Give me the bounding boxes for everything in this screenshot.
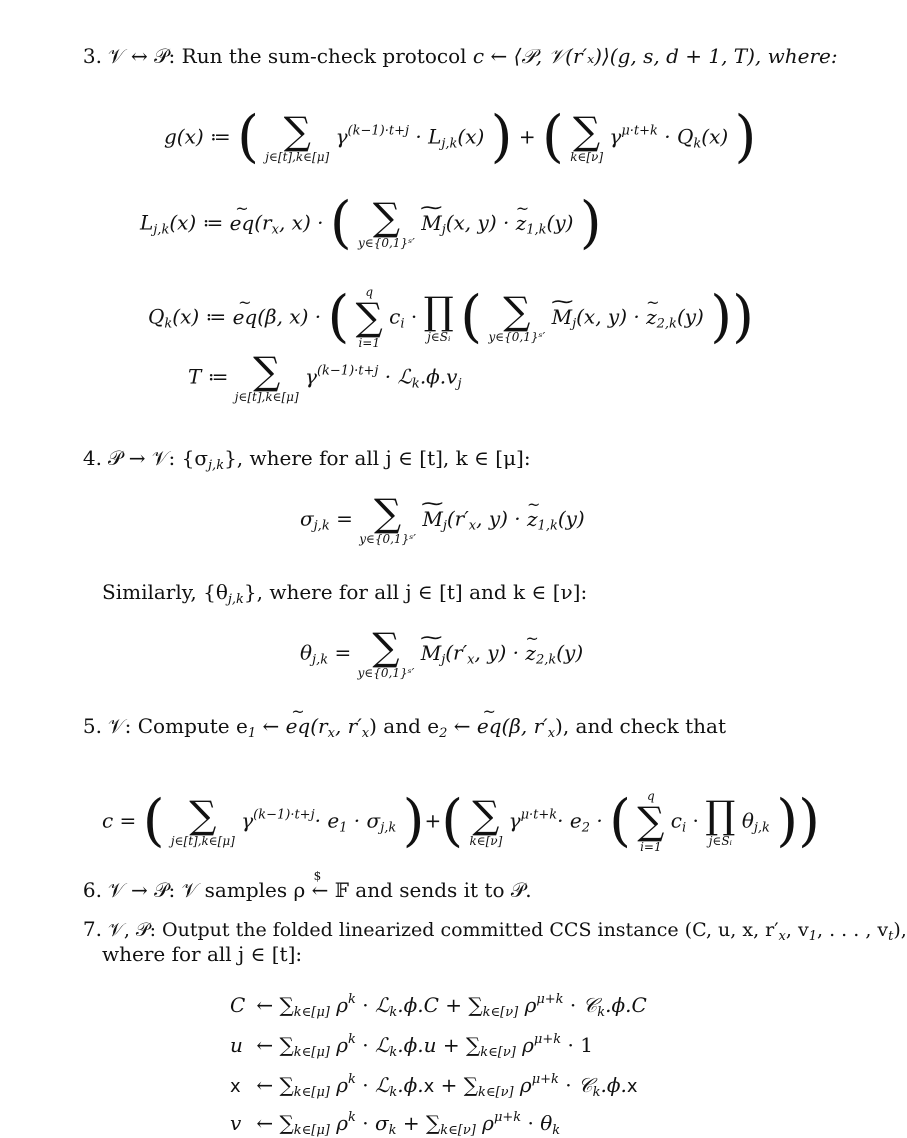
sum-operator: ∑ k∈[ν]: [570, 109, 604, 164]
term: ·: [589, 808, 603, 833]
z-args: (y): [557, 506, 585, 531]
sum-limit: k∈[μ]: [293, 1045, 330, 1060]
sum-operator: ∑: [468, 993, 483, 1017]
sum-operator: ∑ y∈{0,1}ˢ′: [358, 195, 415, 250]
sum-operator: ∑: [465, 1033, 481, 1057]
fold-field: .ϕ.C: [397, 993, 439, 1017]
sum-limit: k∈[ν]: [440, 1123, 476, 1138]
right-paren: ): [798, 788, 821, 854]
M-args: (r′: [446, 506, 469, 531]
item-7-text: , v: [785, 919, 809, 941]
and-text: ) and e: [369, 714, 440, 738]
subscript: i: [400, 316, 405, 332]
equals-sign: =: [334, 640, 352, 665]
equation-Q: [148, 286, 754, 350]
equation-g: [164, 104, 757, 170]
subscript: j,k: [753, 820, 770, 836]
gamma-exponent: (k−1)·t+j: [347, 123, 409, 139]
rho-exponent: μ+k: [533, 1032, 562, 1047]
item-6: [74, 878, 532, 902]
sigma-lhs: σ: [300, 506, 314, 531]
fold-term: ℒ: [374, 1033, 390, 1057]
fold-row: [230, 992, 647, 1018]
fold-tail-field: .ϕ.C: [605, 993, 647, 1017]
item-number: 4.: [82, 446, 102, 470]
item-7-text: 𝒱, 𝒫: Output the folded linearized committed CCS instance (C, u, x, r′: [108, 919, 779, 941]
item-4-text-tail: }, where for all j ∈ [t], k ∈ [μ]:: [224, 446, 531, 470]
equation-theta: [300, 625, 584, 680]
dot: ·: [561, 1033, 581, 1057]
item-3-intro-text-a: 𝒱 ↔ 𝒫: Run the sum-check protocol: [108, 44, 473, 68]
item-7-text: ),: [893, 919, 907, 941]
sum-limit: j∈[t],k∈[μ]: [170, 834, 235, 848]
item-number: 7.: [82, 917, 102, 941]
sum-limit: y∈{0,1}ˢ′: [358, 236, 415, 250]
subscript: i: [681, 820, 687, 836]
equation-c: [102, 790, 820, 854]
sum-limit: k∈[μ]: [293, 1005, 330, 1020]
sum-operator: ∑ y∈{0,1}ˢ′: [357, 625, 415, 680]
M-tilde: ∼ M: [552, 304, 572, 330]
subscript: 2,k: [535, 652, 557, 668]
sum-operator: ∑ k∈[ν]: [469, 793, 503, 848]
subscript: x: [547, 726, 556, 741]
subscript: j: [441, 222, 446, 238]
rho: ρ: [329, 993, 348, 1017]
Q-lhs-arg: (x) ≔: [172, 304, 227, 329]
fold-term: σ: [374, 1111, 389, 1135]
subscript: x: [467, 652, 475, 668]
dot: ·: [563, 993, 583, 1017]
sum-limit: k∈[μ]: [293, 1123, 330, 1138]
dot: ·: [355, 993, 375, 1017]
right-paren: ): [776, 788, 799, 854]
dot: ·: [521, 1111, 541, 1135]
gamma-exponent: (k−1)·t+j: [253, 807, 315, 823]
c-coeff: c: [670, 808, 682, 833]
item-5-text: 𝒱: Compute e: [108, 714, 248, 738]
z-args: (y): [546, 210, 574, 235]
item-7-text-line2: where for all j ∈ [t]:: [102, 942, 303, 966]
sum-operator: ∑: [279, 1033, 294, 1057]
item-6-text-tail: 𝔽 and sends it to 𝒫.: [328, 878, 532, 902]
subscript: j: [441, 652, 446, 668]
fold-row-lhs: v: [230, 1111, 242, 1135]
sum-operator: ∑: [279, 1073, 294, 1097]
subscript: k: [552, 1123, 561, 1138]
item-6-text: 𝒱 → 𝒫: 𝒱 samples ρ: [108, 878, 312, 902]
item-7-text: , . . . , v: [817, 919, 889, 941]
fold-row-arrow: ←: [250, 1073, 280, 1097]
z-tilde: ~ z: [527, 506, 538, 532]
subscript: 2: [581, 820, 590, 836]
left-paren: (: [460, 284, 483, 350]
subscript: j,k: [227, 592, 244, 607]
T-lhs: T ≔: [188, 364, 229, 389]
args: , r′: [334, 714, 362, 738]
fold-row: [230, 1032, 593, 1058]
subscript: x: [778, 929, 786, 944]
sum-operator: ∑: [279, 993, 294, 1017]
subscript: 2: [439, 726, 448, 741]
subscript: x: [361, 726, 370, 741]
rho-exponent: μ+k: [493, 1110, 522, 1125]
M-args-tail: , y) ·: [476, 506, 521, 531]
fold-tail-term: 𝒞: [582, 993, 598, 1017]
gamma-exponent: μ·t+k: [520, 807, 558, 823]
sum-operator: ∑: [279, 1111, 294, 1135]
rho-exponent: μ+k: [531, 1072, 559, 1087]
right-paren: ): [710, 284, 733, 350]
args: (β, r′: [501, 714, 548, 738]
similarly-text-tail: }, where for all j ∈ [t] and k ∈ [ν]:: [243, 580, 588, 604]
M-tilde: ∼ M: [421, 210, 441, 236]
random-sample-arrow: $ ←: [312, 878, 329, 902]
sum-operator: ∑ j∈[t],k∈[μ]: [170, 793, 235, 848]
eq-args-tail: , x) ·: [278, 210, 324, 235]
subscript: k: [693, 136, 702, 152]
rho: ρ: [513, 1073, 532, 1097]
rho: ρ: [329, 1111, 348, 1135]
subscript: k: [411, 376, 420, 392]
plus-sign: +: [438, 993, 469, 1017]
rho-exponent: k: [347, 992, 356, 1007]
subscript: j,k: [380, 820, 397, 836]
plus-sign: +: [396, 1111, 426, 1135]
subscript: k: [592, 1085, 601, 1100]
subscript: j,k: [312, 652, 329, 668]
g-lhs: g(x) ≔: [164, 124, 231, 149]
sum-limit: i=1: [640, 840, 662, 854]
dot: ·: [692, 808, 699, 833]
sum-limit: k∈[ν]: [469, 834, 503, 848]
arrow-text: ←: [447, 714, 477, 738]
sum-limit: k∈[ν]: [478, 1085, 514, 1100]
fold-tail-term: 1: [580, 1033, 593, 1057]
subscript: x: [468, 518, 477, 534]
fold-term: ℒ: [374, 1073, 390, 1097]
M-args: (x, y) ·: [445, 210, 510, 235]
item-3-intro: [74, 44, 838, 68]
right-paren: ): [579, 190, 602, 256]
rho-exponent: k: [347, 1110, 356, 1125]
sum-operator: ∑: [463, 1073, 479, 1097]
dot: ·: [355, 1073, 375, 1097]
rho-exponent: μ+k: [536, 992, 564, 1007]
z-tilde: ~ z: [525, 640, 536, 666]
rho-exponent: k: [347, 1072, 356, 1087]
Q-lhs: Q: [148, 304, 165, 329]
eq-function: ~ eq: [233, 304, 258, 330]
eq-args: (r: [254, 210, 272, 235]
fold-row-lhs: C: [230, 993, 246, 1017]
subscript: j,k: [208, 458, 225, 473]
subscript: 1: [808, 929, 817, 944]
item-7-intro: [74, 917, 907, 942]
term-field: .ϕ.v: [419, 364, 458, 389]
subscript: j,k: [441, 136, 458, 152]
subscript: j: [442, 518, 447, 534]
subscript: 1: [339, 820, 348, 836]
arrow-text: ←: [256, 714, 286, 738]
gamma-exponent: (k−1)·t+j: [316, 363, 379, 379]
product-limit: j∈Sᵢ: [708, 834, 732, 848]
sum-operator: q ∑ i=1: [355, 285, 383, 350]
fold-field: .ϕ.x: [397, 1073, 435, 1097]
term: · e: [557, 808, 582, 833]
equation-L: [140, 190, 602, 256]
subscript: 1,k: [526, 222, 547, 238]
sum-limit: j∈[t],k∈[μ]: [234, 390, 299, 404]
plus-sign: +: [424, 808, 442, 833]
fold-row-arrow: ←: [250, 1033, 280, 1057]
dot: ·: [558, 1073, 578, 1097]
fold-row: [230, 1072, 638, 1100]
subscript: k: [597, 1005, 606, 1020]
right-paren: ): [490, 104, 513, 170]
rho: ρ: [329, 1033, 348, 1057]
subscript: t: [888, 929, 894, 944]
fold-row-arrow: ←: [250, 1111, 280, 1135]
fold-row-arrow: ←: [250, 993, 280, 1017]
term-Q: · Q: [664, 124, 694, 149]
sum-limit: y∈{0,1}ˢ′: [488, 330, 546, 344]
subscript: 1,k: [537, 518, 558, 534]
plus-sign: +: [518, 124, 536, 149]
left-paren: (: [441, 788, 464, 854]
item-3-intro-text-b: c ← ⟨𝒫, 𝒱(r′ₓ)⟩(g, s, d + 1, T), where:: [472, 44, 838, 68]
fold-tail-term: 𝒞: [578, 1073, 593, 1097]
right-paren: ): [732, 284, 754, 350]
sum-limit: k∈[ν]: [570, 150, 604, 164]
item-4-intro: [74, 446, 531, 473]
gamma: γ: [335, 124, 348, 149]
product-limit: j∈Sᵢ: [427, 330, 451, 344]
sum-limit: y∈{0,1}ˢ′: [357, 666, 415, 680]
rho: ρ: [329, 1073, 348, 1097]
sum-operator: ∑ j∈[t],k∈[μ]: [265, 109, 330, 164]
theta-lhs: θ: [300, 640, 313, 665]
plus-sign: +: [436, 1033, 466, 1057]
left-paren: (: [609, 788, 631, 854]
subscript: 1: [247, 726, 257, 741]
subscript: j: [572, 316, 577, 332]
left-paren: (: [329, 190, 352, 256]
M-args: (r′: [445, 640, 468, 665]
rho: ρ: [475, 1111, 494, 1135]
item-number: 6.: [82, 878, 102, 902]
eq-args: (β, x) ·: [257, 304, 322, 329]
item-number: 3.: [82, 44, 102, 68]
fold-term: ℒ: [374, 993, 390, 1017]
fold-row-lhs: x: [230, 1076, 241, 1097]
z-tilde: ~ z: [646, 304, 657, 330]
sum-operator: ∑ j∈[t],k∈[μ]: [234, 349, 299, 404]
gamma: γ: [305, 364, 317, 389]
theta: θ: [741, 808, 754, 833]
equation-sigma: [300, 491, 585, 546]
fold-field-x: x: [423, 1076, 435, 1097]
fold-field: .ϕ.u: [397, 1033, 437, 1057]
fold-tail-term: θ: [540, 1111, 553, 1135]
M-tilde: ∼ M: [421, 640, 441, 666]
dot: ·: [410, 304, 418, 329]
rho-exponent: k: [347, 1032, 356, 1047]
term-arg: (x): [701, 124, 729, 149]
sum-upper-limit: q: [647, 789, 655, 803]
eq-function: ~ eq: [477, 714, 502, 738]
left-paren: (: [327, 284, 350, 350]
M-args: (x, y) ·: [576, 304, 640, 329]
product-operator: ∏ j∈Sᵢ: [705, 793, 736, 848]
z-args: (y): [676, 304, 704, 329]
sum-operator: ∑ y∈{0,1}ˢ′: [359, 491, 416, 546]
left-paren: (: [142, 788, 165, 854]
z-args: (y): [556, 640, 584, 665]
sum-limit: j∈[t],k∈[μ]: [265, 150, 330, 164]
z-tilde: ~ z: [516, 210, 527, 236]
L-lhs: L: [140, 210, 154, 235]
left-paren: (: [542, 104, 564, 170]
left-paren: (: [237, 104, 259, 170]
fold-field-x: x: [626, 1076, 638, 1097]
term-L: · L: [415, 124, 442, 149]
sum-limit: k∈[μ]: [293, 1085, 330, 1100]
item-5-intro: [74, 714, 726, 741]
similarly-text: Similarly, {θ: [102, 580, 228, 604]
term: · e: [314, 808, 340, 833]
c-lhs: c =: [102, 808, 137, 833]
subscript: k: [389, 1005, 398, 1020]
subscript: x: [327, 726, 335, 741]
sum-operator: q ∑ i=1: [637, 789, 665, 854]
dot: ·: [355, 1033, 375, 1057]
sum-operator: ∑ y∈{0,1}ˢ′: [488, 289, 546, 344]
sum-limit: k∈[ν]: [482, 1005, 519, 1020]
subscript: j,k: [313, 518, 330, 534]
right-paren: ): [402, 788, 425, 854]
subscript: k: [388, 1123, 397, 1138]
fold-row: [230, 1110, 560, 1136]
term-script-L: · ℒ: [384, 364, 412, 389]
gamma: γ: [609, 124, 622, 149]
M-tilde: ∼ M: [422, 506, 442, 532]
args: (r: [310, 714, 328, 738]
item-number: 5.: [82, 714, 102, 738]
equation-T: [188, 349, 462, 404]
rho: ρ: [518, 993, 537, 1017]
item-7-intro-line2: [102, 942, 302, 966]
term: · σ: [347, 808, 381, 833]
term-arg: (x): [457, 124, 485, 149]
dot: ·: [355, 1111, 375, 1135]
plus-sign: +: [434, 1073, 464, 1097]
M-args-tail: , y) ·: [474, 640, 520, 665]
subscript: k: [389, 1045, 398, 1060]
c-coeff: c: [389, 304, 401, 329]
item-4-text: 𝒫 → 𝒱: {σ: [108, 446, 209, 470]
subscript: j: [457, 376, 462, 392]
rho: ρ: [515, 1033, 534, 1057]
check-text: ), and check that: [555, 714, 726, 738]
subscript: k: [389, 1085, 398, 1100]
gamma: γ: [241, 808, 254, 833]
eq-function: ~ eq: [286, 714, 311, 738]
gamma-exponent: μ·t+k: [621, 123, 658, 139]
right-paren: ): [734, 104, 757, 170]
similarly-line: [102, 580, 588, 607]
sum-limit: i=1: [358, 336, 380, 350]
L-lhs-arg: (x) ≔: [169, 210, 224, 235]
subscript: x: [271, 222, 279, 238]
sum-upper-limit: q: [365, 285, 374, 299]
fold-tail-field: .ϕ.x: [600, 1073, 638, 1097]
sum-limit: y∈{0,1}ˢ′: [359, 532, 416, 546]
subscript: k: [164, 316, 173, 332]
sum-limit: k∈[ν]: [480, 1045, 516, 1060]
equals-sign: =: [336, 506, 353, 531]
product-operator: ∏ j∈Sᵢ: [423, 289, 454, 344]
gamma: γ: [508, 808, 521, 833]
subscript: 2,k: [656, 316, 677, 332]
sum-operator: ∑: [425, 1111, 441, 1135]
subscript: j,k: [153, 222, 170, 238]
fold-row-lhs: u: [230, 1033, 243, 1057]
eq-function: ~ eq: [230, 210, 255, 236]
